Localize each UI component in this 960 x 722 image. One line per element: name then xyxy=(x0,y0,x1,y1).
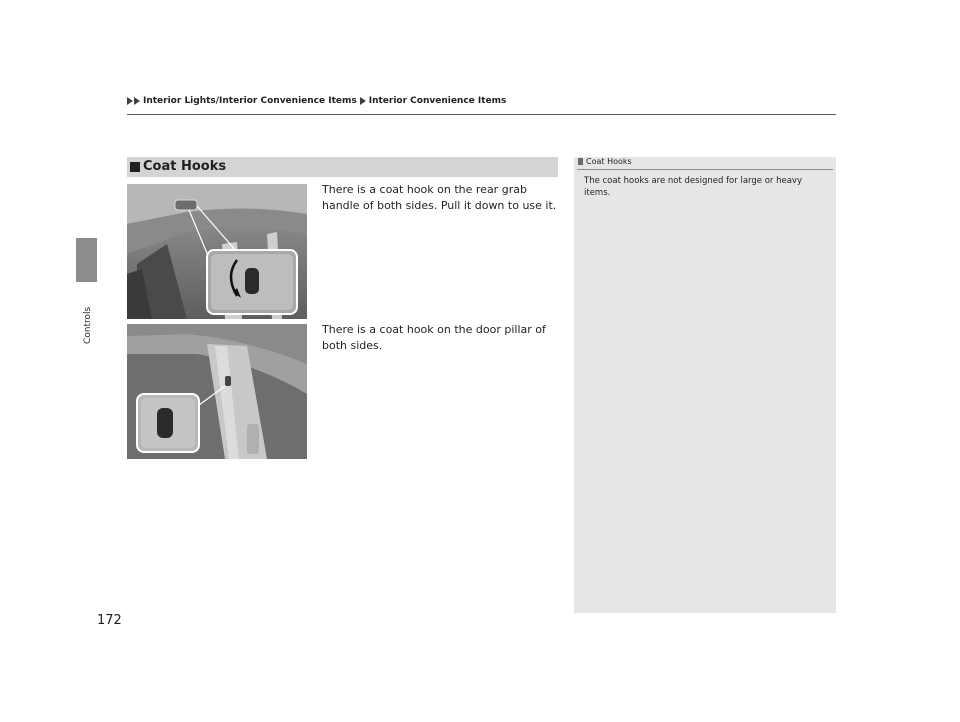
paragraph-grab-handle: There is a coat hook on the rear grab handle of both sides. Pull it down to use it. xyxy=(322,183,557,212)
breadcrumb xyxy=(127,94,506,108)
note-divider xyxy=(577,169,833,170)
header-divider xyxy=(127,114,836,115)
note-title xyxy=(578,157,632,166)
section-heading-text: Coat Hooks xyxy=(143,159,227,174)
breadcrumb-item[interactable]: Interior Lights/Interior Convenience Items xyxy=(143,96,357,106)
triangle-right-icon xyxy=(127,97,133,105)
triangle-right-icon xyxy=(134,97,140,105)
note-text: The coat hooks are not designed for large or heavy items. xyxy=(584,176,802,198)
note-panel xyxy=(574,157,836,613)
side-tab xyxy=(76,238,97,282)
section-heading xyxy=(127,157,558,177)
grab-handle-hook-image xyxy=(127,184,307,319)
triangle-right-icon xyxy=(360,97,366,105)
page-number: 172 xyxy=(97,613,122,628)
note-title-text: Coat Hooks xyxy=(586,157,632,166)
chapter-label: Controls xyxy=(83,306,93,344)
paragraph-door-pillar: There is a coat hook on the door pillar of both sides. xyxy=(322,323,546,352)
door-pillar-hook-image xyxy=(127,324,307,459)
square-bullet-icon xyxy=(130,162,140,172)
breadcrumb-item[interactable]: Interior Convenience Items xyxy=(368,96,507,106)
note-icon xyxy=(578,158,583,165)
